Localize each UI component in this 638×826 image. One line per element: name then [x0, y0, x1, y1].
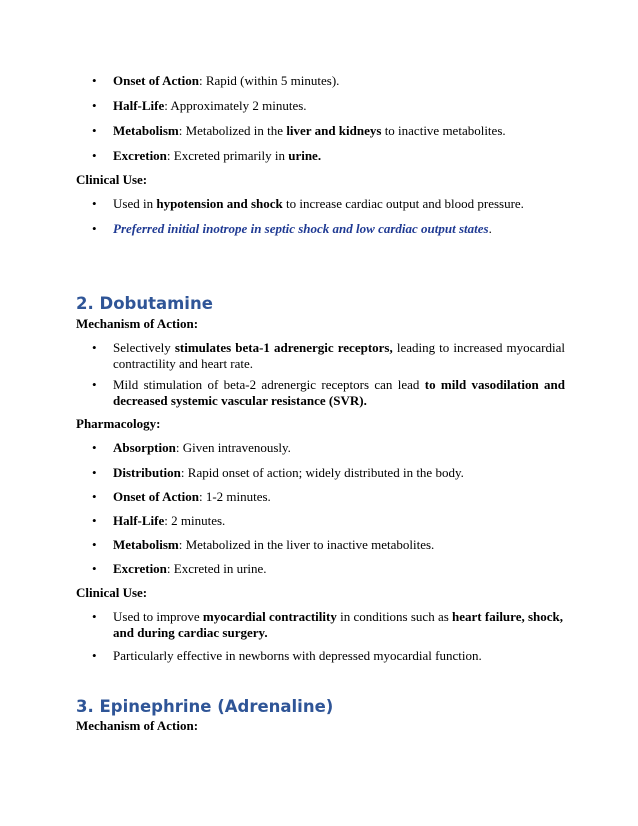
- bullet-icon: [92, 609, 100, 625]
- item-label: Metabolism: [113, 537, 179, 552]
- item-emphasis: Preferred initial inotrope in septic shock and low cardiac output states: [113, 221, 489, 236]
- item-bold: stimulates beta-1 adrenergic receptors,: [174, 340, 393, 355]
- bullet-icon: [92, 221, 100, 237]
- list-item: [113, 489, 565, 505]
- section-title: 2. Dobutamine: [76, 294, 213, 313]
- bullet-icon: [92, 73, 100, 89]
- pharmacology-heading: Pharmacology:: [76, 416, 161, 431]
- bullet-icon: [92, 489, 100, 505]
- item-label: Distribution: [113, 465, 181, 480]
- list-item: [113, 440, 565, 456]
- bullet-icon: [92, 537, 100, 553]
- item-label: Excretion: [113, 148, 167, 163]
- item-bold: hypotension and shock: [156, 196, 283, 211]
- item-label: Half-Life: [113, 513, 165, 528]
- bullet-icon: [92, 440, 100, 456]
- item-label: Onset of Action: [113, 73, 199, 88]
- bullet-icon: [92, 196, 100, 212]
- section-title: 3. Epinephrine (Adrenaline): [76, 697, 334, 716]
- item-text: : Given intravenously.: [175, 440, 291, 455]
- item-text: : 1-2 minutes.: [198, 489, 271, 504]
- item-text: Particularly effective in newborns with depressed myocardial function.: [113, 648, 482, 663]
- bullet-icon: [92, 148, 100, 164]
- item-text: Mild stimulation of beta-2 adrenergic receptors can lead: [113, 377, 425, 392]
- clinical-use-heading: Clinical Use:: [76, 585, 148, 600]
- item-bold: heart failure, shock, and during cardiac surgery.: [113, 609, 564, 640]
- item-text: : Excreted primarily in: [166, 148, 289, 163]
- list-item: [113, 648, 565, 664]
- bullet-icon: [92, 465, 100, 481]
- item-text: : Excreted in urine.: [166, 561, 267, 576]
- list-item: [113, 377, 565, 409]
- item-text: .: [488, 221, 492, 236]
- item-text: in conditions such as: [336, 609, 453, 624]
- list-item: [113, 609, 565, 641]
- item-bold: to mild vasodilation and decreased systemic vascular resistance (SVR).: [113, 377, 565, 408]
- item-label: Half-Life: [113, 98, 165, 113]
- item-text: : Rapid onset of action; widely distributed in the body.: [180, 465, 464, 480]
- item-text: : Metabolized in the liver to inactive metabolites.: [178, 537, 435, 552]
- bullet-icon: [92, 340, 100, 356]
- list-item: [113, 221, 565, 237]
- item-text: Used in: [113, 196, 157, 211]
- item-text: to inactive metabolites.: [381, 123, 506, 138]
- list-item: [113, 537, 565, 553]
- list-item: [113, 561, 565, 577]
- list-item: [113, 196, 565, 212]
- list-item: [113, 148, 565, 164]
- item-text: leading to increased myocardial contractility and heart rate.: [113, 340, 565, 371]
- item-text: Used to improve: [113, 609, 203, 624]
- item-bold: urine.: [288, 148, 322, 163]
- item-text: : Approximately 2 minutes.: [164, 98, 307, 113]
- moa-heading: Mechanism of Action:: [76, 316, 199, 331]
- list-item: [113, 513, 565, 529]
- list-item: [113, 98, 565, 114]
- bullet-icon: [92, 648, 100, 664]
- item-label: Onset of Action: [113, 489, 199, 504]
- list-item: [113, 465, 565, 481]
- bullet-icon: [92, 561, 100, 577]
- item-label: Absorption: [113, 440, 176, 455]
- list-item: [113, 340, 565, 372]
- item-text: : Metabolized in the: [178, 123, 287, 138]
- bullet-icon: [92, 513, 100, 529]
- bullet-icon: [92, 123, 100, 139]
- item-text: : 2 minutes.: [164, 513, 226, 528]
- clinical-use-heading: Clinical Use:: [76, 172, 148, 187]
- item-text: : Rapid (within 5 minutes).: [198, 73, 340, 88]
- list-item: [113, 73, 565, 89]
- bullet-icon: [92, 377, 100, 393]
- item-bold: myocardial contractility: [202, 609, 337, 624]
- list-item: [113, 123, 565, 139]
- item-text: Selectively: [113, 340, 175, 355]
- item-label: Metabolism: [113, 123, 179, 138]
- item-text: to increase cardiac output and blood pressure.: [282, 196, 524, 211]
- item-label: Excretion: [113, 561, 167, 576]
- item-bold: liver and kidneys: [286, 123, 382, 138]
- bullet-icon: [92, 98, 100, 114]
- moa-heading: Mechanism of Action:: [76, 718, 199, 733]
